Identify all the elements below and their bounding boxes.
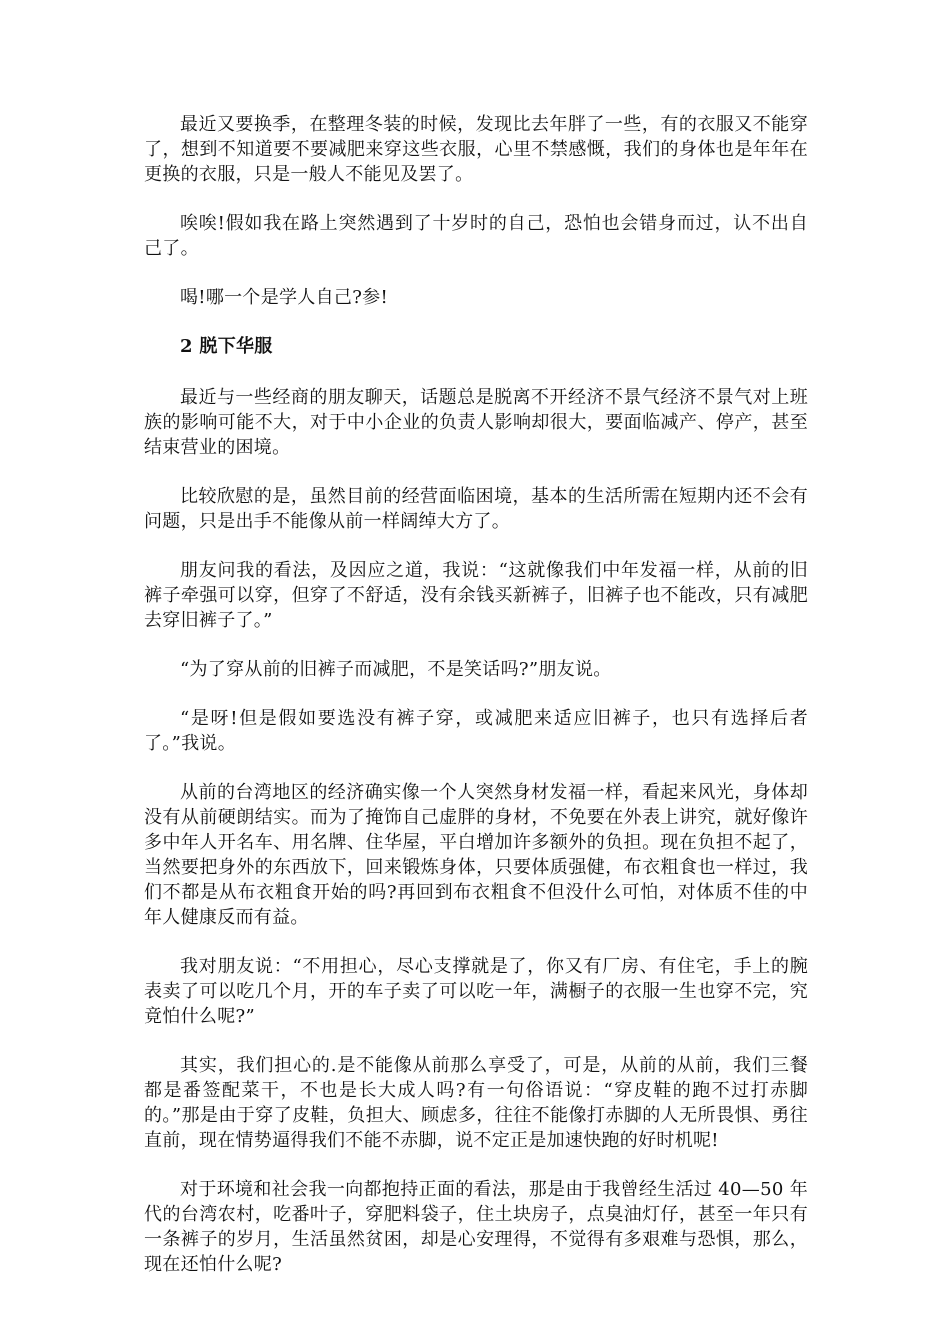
paragraph: 比较欣慰的是，虽然目前的经营面临困境，基本的生活所需在短期内还不会有问题，只是出手不能像从前一样阔绰大方了。: [144, 486, 808, 532]
paragraph: 从前的台湾地区的经济确实像一个人突然身材发福一样，看起来风光，身体却没有从前硬朗结实。而为了掩饰自己虚胖的身材，不免要在外表上讲究，就好像许多中年人开名车、用名牌、住华屋，平白增加许多额外的负担。现在负担不起了，当然要把身外的东西放下，回来锻炼身体，只要体质强健，布衣粗食也一样过，我们不都是从布衣粗食开始的吗?再回到布衣粗食不但没什么可怕，对体质不佳的中年人健康反而有益。: [144, 782, 808, 928]
paragraph: 我对朋友说：“不用担心，尽心支撑就是了，你又有厂房、有住宅，手上的腕表卖了可以吃几个月，开的车子卖了可以吃一年，满橱子的衣服一生也穿不完，究竟怕什么呢?”: [144, 956, 808, 1027]
paragraph: “是呀!但是假如要选没有裤子穿，或减肥来适应旧裤子，也只有选择后者了。”我说。: [144, 708, 808, 754]
paragraph: 朋友问我的看法，及因应之道，我说：“这就像我们中年发福一样，从前的旧裤子牵强可以穿，但穿了不舒适，没有余钱买新裤子，旧裤子也不能改，只有减肥去穿旧裤子了。”: [144, 560, 808, 631]
paragraph: 唉唉!假如我在路上突然遇到了十岁时的自己，恐怕也会错身而过，认不出自己了。: [144, 213, 808, 259]
paragraph: 其实，我们担心的.是不能像从前那么享受了，可是，从前的从前，我们三餐都是番签配菜干，不也是长大成人吗?有一句俗语说：“穿皮鞋的跑不过打赤脚的。”那是由于穿了皮鞋，负担大、顾虑多，往往不能像打赤脚的人无所畏惧、勇往直前，现在情势逼得我们不能不赤脚，说不定正是加速快跑的好时机呢!: [144, 1055, 808, 1151]
paragraph: 最近又要换季，在整理冬装的时候，发现比去年胖了一些，有的衣服又不能穿了，想到不知道要不要减肥来穿这些衣服，心里不禁感慨，我们的身体也是年年在更换的衣服，只是一般人不能见及罢了。: [144, 114, 808, 185]
paragraph: “为了穿从前的旧裤子而减肥，不是笑话吗?”朋友说。: [180, 659, 612, 680]
section-heading: 2 脱下华服: [180, 336, 273, 357]
document-page: [144, 112, 808, 1301]
paragraph: 最近与一些经商的朋友聊天，话题总是脱离不开经济不景气经济不景气对上班族的影响可能不大，对于中小企业的负责人影响却很大，要面临减产、停产，甚至结束营业的困境。: [144, 387, 808, 458]
paragraph: 喝!哪一个是学人自己?参!: [180, 287, 389, 308]
paragraph: 对于环境和社会我一向都抱持正面的看法，那是由于我曾经生活过 40—50 年代的台湾农村，吃番叶子，穿肥料袋子，住土块房子，点臭油灯仔，甚至一年只有一条裤子的岁月，生活虽然贫困，却是心安理得，不觉得有多艰难与恐惧，那么，现在还怕什么呢?: [144, 1179, 808, 1275]
